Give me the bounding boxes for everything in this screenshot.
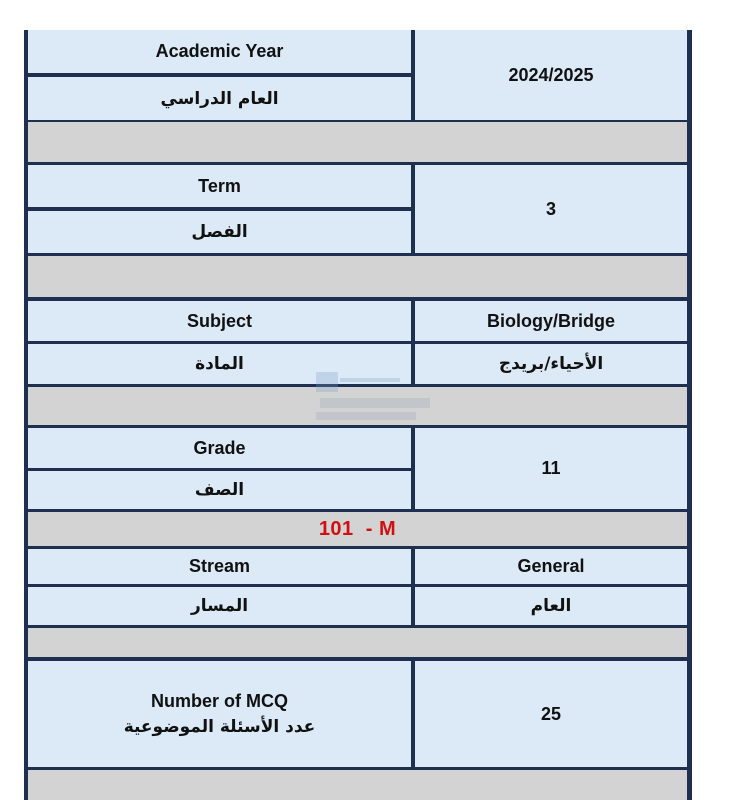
academic-year-value-text: 2024/2025 [508,64,594,85]
subject-value-en-text: Biology/Bridge [486,310,615,331]
term-value [415,165,687,253]
grade-value [415,428,687,509]
separator-row-5 [28,770,687,800]
subject-label-ar-text: المادة [195,354,244,374]
subject-value-ar [415,344,687,384]
grade-value-text: 11 [541,458,561,478]
grade-label-en-text: Grade [193,437,246,458]
grade-label-en [28,428,411,468]
term-label-en-text: Term [198,175,241,196]
mcq-value [415,661,687,767]
academic-year-label-ar-text: العام الدراسي [160,88,279,109]
grade-label-ar-text: الصف [194,480,245,500]
separator-row-2 [28,256,687,297]
stream-value-en [415,549,687,584]
stream-label-en [28,549,411,584]
info-table [24,30,692,800]
subject-label-en [28,301,411,341]
course-code-row [28,512,687,546]
subject-value-en [415,301,687,341]
separator-row-4 [28,628,687,657]
grade-label-ar [28,471,411,509]
stream-label-ar [28,587,411,625]
stream-label-en-text: Stream [188,556,251,576]
course-code: 101 - M [318,517,397,540]
term-label-en [28,165,411,207]
stream-value-ar [415,587,687,625]
academic-year-value [415,30,687,120]
subject-label-ar [28,344,411,384]
subject-label-en-text: Subject [186,310,252,331]
academic-year-label-en-text: Academic Year [155,41,284,61]
stream-label-ar-text: المسار [190,596,249,616]
academic-year-label-ar [28,77,411,120]
term-label-ar-text: الفصل [191,222,248,242]
academic-year-label-en [28,30,411,73]
mcq-label-ar: عدد الأسئلة الموضوعية [123,717,316,737]
term-value-text: 3 [545,198,556,219]
stream-value-en-text: General [517,556,585,576]
mcq-value-text: 25 [540,703,562,724]
separator-row-1 [28,122,687,162]
mcq-label [28,661,411,767]
term-label-ar [28,211,411,253]
stream-value-ar-text: العام [530,596,572,616]
subject-value-ar-text: الأحياء/بريدج [498,354,604,374]
mcq-label-stack [124,688,316,740]
mcq-label-en: Number of MCQ [150,691,288,711]
separator-row-3 [28,387,687,425]
